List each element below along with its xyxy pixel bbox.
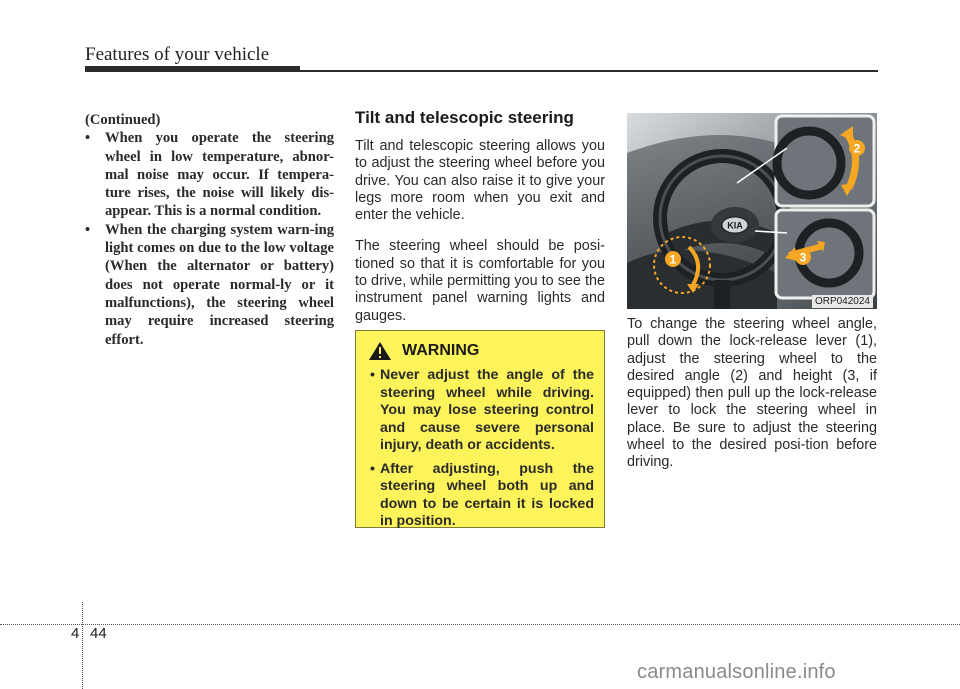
callout-1 [665,251,681,267]
steering-wheel-illustration [627,113,877,309]
bullet-dot: • [370,460,375,477]
page-number: 44 [90,625,107,642]
left-column [85,111,334,349]
warning-bullet [368,461,594,531]
kia-logo: KIA [727,220,743,231]
body-paragraph: The steering wheel should be posi-tioned so that it is comfortable for you to drive, while permitting you to see the instrument panel warning lights and gauges. [355,238,605,324]
svg-text:3: 3 [799,250,807,265]
section-heading: Tilt and telescopic steering [355,108,574,127]
bullet-item [85,221,334,349]
bullet-dot: • [85,130,91,147]
steering-wheel-figure [627,113,877,309]
footer-divider [82,602,84,689]
svg-text:2: 2 [853,141,861,156]
page-header-title: Features of your vehicle [85,44,270,65]
warning-box [355,330,605,528]
header-rule-thin [300,70,878,72]
figure-code: ORP042024 [812,295,873,308]
bullet-text: When you operate the steering wheel in low temperature, abnor-mal noise may occur. If tempera-ture rises, the noise will likely dis-appear. This is a normal condition. [105,130,334,220]
svg-text:1: 1 [669,252,677,267]
bullet-dot: • [85,221,91,238]
warning-bullet [368,367,594,455]
warning-title: WARNING [402,342,480,359]
body-paragraph: Tilt and telescopic steering allows you to adjust the steering wheel before you drive. You can also raise it to give your legs more room when you exit and enter the vehicle. [355,138,605,224]
body-paragraph: To change the steering wheel angle, pull down the lock-release lever (1), adjust the steering wheel to the desired angle (2) and height (3, if equipped) then pull up the lock-release lever to lock the steering wheel in place. Be sure to adjust the steering wheel to the desired posi-tion before driving. [627,316,877,471]
callout-2 [849,140,865,156]
bullet-dot: • [370,367,375,383]
continued-label: (Continued) [85,112,161,128]
warning-text: After adjusting, push the steering wheel both up and down to be certain it is locked in position. [380,460,594,529]
watermark-text: carmanualsonline.info [637,661,836,683]
bullet-text: When the charging system warn-ing light comes on due to the low voltage (When the alternator or battery) does not operate normal-ly or it malfunctions), the steering wheel may require increased steering effort. [105,221,334,348]
bullet-item [85,129,334,220]
footer-rule [0,624,960,625]
warning-triangle-icon [368,341,392,361]
callout-3 [795,249,811,265]
chapter-number: 4 [71,625,80,642]
warning-header [368,341,594,361]
right-column [627,316,877,486]
header-rule-thick [85,66,300,72]
middle-column [355,108,605,339]
warning-text: Never adjust the angle of the steering wheel while driving. You may lose steering control and cause severe personal injury, death or accidents. [380,367,594,453]
